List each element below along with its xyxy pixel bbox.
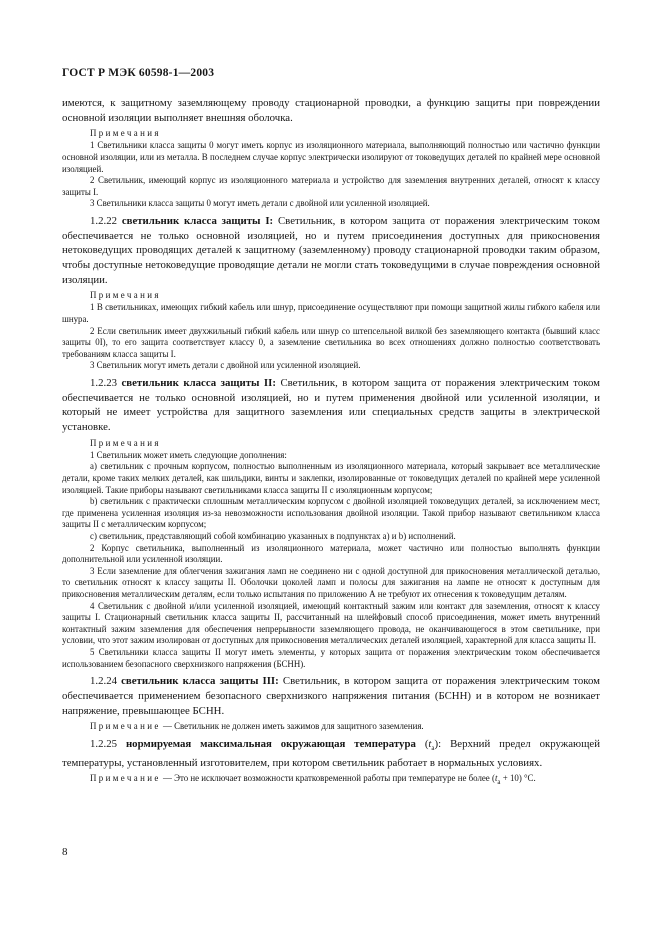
clause-number: 1.2.24	[90, 675, 117, 688]
note-text: — Это не исключает возможности кратковременной работы при температуре не более	[163, 773, 490, 784]
definition-paragraph	[62, 376, 600, 435]
symbol-subscript: a	[497, 778, 501, 787]
note-item: 3 Если заземление для облегчения зажигания ламп не соединено ни с одной доступной для прикосновения металлической деталью, то светильник относят к классу защиты II. Оболочки цоколей ламп и полосы для зажигания на лампе не относят к доступным для прикосновения металлическим деталям, если только испытания по приложению А не требуют их отнесения к токоведущим деталям.	[62, 565, 600, 599]
definition-text: Верхний предел окружающей температуры, установленный изготовителем, при котором светильник работает в нормальных условиях.	[62, 737, 600, 769]
defined-term: светильник класса защиты III:	[121, 675, 279, 688]
notes-heading: Примечания	[90, 437, 161, 448]
definition-paragraph	[62, 674, 600, 718]
page-number: 8	[62, 846, 68, 858]
document-header: ГОСТ Р МЭК 60598-1—2003	[62, 67, 215, 79]
defined-term: нормируемая максимальная окружающая температура	[125, 737, 416, 750]
clause-number: 1.2.22	[90, 214, 117, 227]
note-item: 3 Светильники класса защиты 0 могут иметь детали с двойной или усиленной изоляцией.	[90, 198, 430, 209]
clause-number: 1.2.25	[90, 737, 117, 750]
symbol-open: (	[424, 737, 429, 750]
note-item: 1 Светильник может иметь следующие дополнения:	[90, 449, 287, 460]
paragraph-continuation: имеются, к защитному заземляющему проводу стационарной проводки, а функцию защиты при повреждении основной изоляции выполняет внешняя оболочка.	[62, 97, 600, 124]
note-tail: + 10) °С.	[500, 773, 536, 784]
document-body	[62, 96, 600, 789]
symbol-t: t	[428, 737, 432, 750]
symbol-subscript: a	[431, 744, 435, 752]
note-item: 5 Светильники класса защиты II могут иметь элементы, у которых защита от поражения электрическим током обеспечивается использованием безопасного сверхнизкого напряжения (БСНН).	[62, 646, 600, 669]
note-item: с) светильник, представляющий собой комбинацию указанных в подпунктах а) и b) исполнений.	[90, 531, 456, 542]
note-item: 4 Светильник с двойной и/или усиленной изоляцией, имеющий контактный зажим или контакт для заземления, относят к классу защиты I. Стационарный светильник класса защиты II, рассчитанный на шлейфовый способ присоединения, может иметь внутренний контактный зажим заземления для обеспечения непрерывности заземляющего провода, не оканчивающегося в этом светильнике, при условии, что этот зажим изолирован от доступных для прикосновения металлических деталей изоляцией, характерной для класса защиты II.	[62, 600, 600, 646]
note-item: 3 Светильник могут иметь детали с двойной или усиленной изоляцией.	[90, 360, 361, 371]
notes-heading: Примечания	[90, 290, 161, 301]
notes-heading: Примечания	[90, 128, 161, 139]
symbol-close: ):	[434, 737, 442, 750]
definition-paragraph	[62, 737, 600, 771]
clause-number: 1.2.23	[90, 377, 117, 390]
note-item: 1 Светильники класса защиты 0 могут иметь корпус из изоляционного материала, выполняющий полностью или частично функции основной изоляции, или из металла. В последнем случае корпус электрически изолируют от токоведущих деталей по крайней мере основной изоляцией.	[62, 140, 600, 174]
note-item: b) светильник с практически сплошным металлическим корпусом с двойной изоляцией токоведущих деталей, за исключением мест, где применена усиленная изоляция из-за невозможности использования двойной изоляции. Такой прибор называют светильником класса защиты II с металлическим корпусом;	[62, 496, 600, 530]
definition-text: Светильник, в котором защита от поражения электрическим током обеспечивается применением безопасного сверхнизкого напряжения питания (БСНН) и в котором не возникает напряжение, превышающее БСНН.	[62, 675, 600, 717]
note-item: а) светильник с прочным корпусом, полностью выполненным из изоляционного материала, который закрывает все металлические детали, кроме таких мелких деталей, как шильдики, винты и заклепки, изолированные от токоведущих деталей по крайней мере усиленной изоляцией. Такие приборы называют светильниками класса защиты II с изоляционным корпусом;	[62, 461, 600, 495]
definition-text: Светильник, в котором защита от поражения электрическим током обеспечивается не только основной изоляцией, но и путем присоединения доступных для прикосновения нетоковедущих проводящих деталей к защитному (заземленному) проводу стационарной проводки таким образом, чтобы доступные нетоковедущие проводящие детали не могли стать токоведущими в случае повреждения основной изоляции.	[62, 214, 600, 286]
note-item: 2 Светильник, имеющий корпус из изоляционного материала и устройство для заземления внутренних деталей, относят к классу защиты I.	[62, 175, 600, 197]
note-label: Примечание	[90, 721, 161, 732]
defined-term: светильник класса защиты I:	[121, 214, 274, 227]
definition-paragraph	[62, 214, 600, 288]
defined-term: светильник класса защиты II:	[121, 377, 276, 390]
symbol-open: (	[491, 773, 495, 784]
note-inline	[62, 773, 600, 788]
note-text: — Светильник не должен иметь зажимов для защитного заземления.	[163, 721, 424, 732]
note-label: Примечание	[90, 773, 161, 784]
definition-text: Светильник, в котором защита от поражения электрическим током обеспечивается не только основной изоляцией, но и путем применения двойной или усиленной изоляции, и который не имеет устройства для защитного заземления или специальных средств защиты в электрической установке.	[62, 377, 601, 434]
note-item: 1 В светильниках, имеющих гибкий кабель или шнур, присоединение осуществляют при помощи защитной жилы гибкого кабеля или шнура.	[62, 302, 600, 325]
note-item: 2 Корпус светильника, выполненный из изоляционного материала, может частично или полностью выполнять функции дополнительной или усиленной изоляции.	[62, 542, 600, 565]
note-item: 2 Если светильник имеет двухжильный гибкий кабель или шнур со штепсельной вилкой без заземляющего контакта (бывший класс защиты 0I), то его защита соответствует классу 0, а заземление светильника во всех отношениях должно полностью соответствовать требованиям класса защиты I.	[62, 325, 600, 359]
symbol-t: t	[494, 773, 498, 784]
note-inline	[62, 721, 600, 733]
